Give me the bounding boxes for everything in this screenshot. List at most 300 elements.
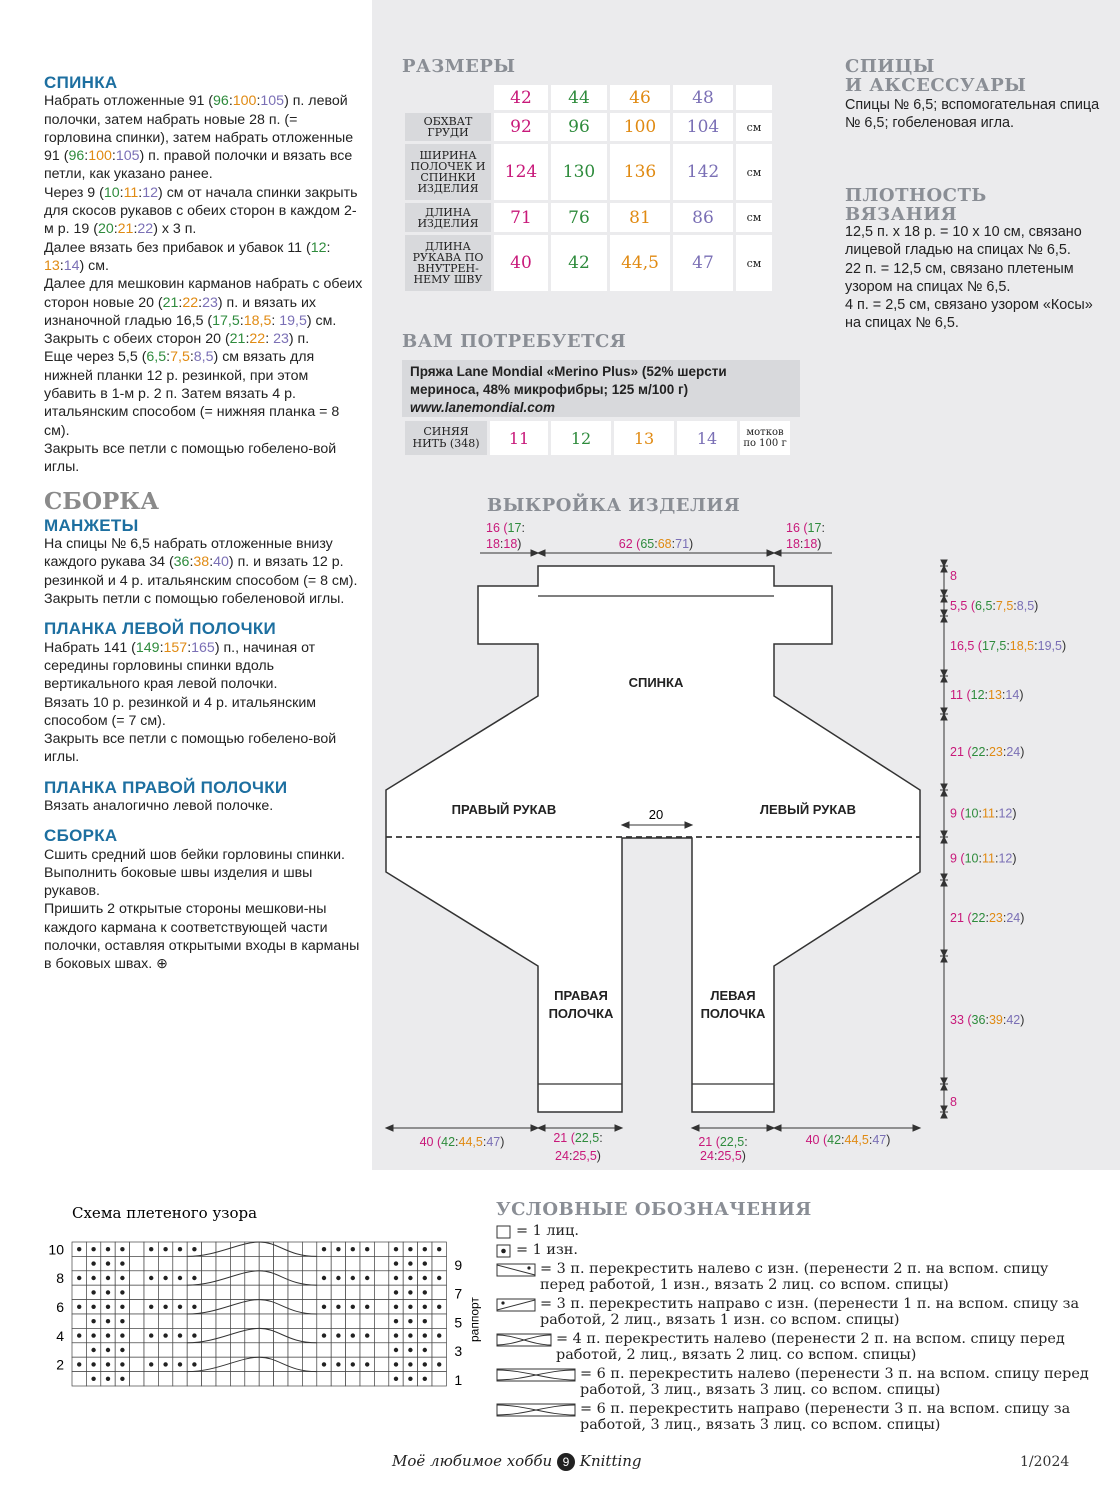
chart-cell [432, 1372, 446, 1386]
chart-cell [130, 1343, 144, 1357]
dimension-label: 24:25,5) [555, 1149, 601, 1163]
row-number: 6 [56, 1299, 64, 1315]
purl-dot [365, 1247, 369, 1251]
left-plank-para-1: Набрать 141 (149:157:165) п., начиная от середины горловины спинки вдоль вертикального края левой полочки. [44, 639, 316, 693]
pattern-title: ВЫКРОЙКА ИЗДЕЛИЯ [487, 495, 741, 516]
purl-dot [91, 1276, 95, 1280]
dimension-label: 9 (10:11:12) [950, 851, 1017, 866]
chart-cell [346, 1314, 360, 1328]
purl-dot [120, 1261, 124, 1265]
chart-cell [259, 1256, 273, 1270]
chart-cell [317, 1314, 331, 1328]
purl-dot [351, 1305, 355, 1309]
back-title: СПИНКА [44, 73, 118, 92]
purl-dot [351, 1362, 355, 1366]
purl-dot [365, 1362, 369, 1366]
purl-dot [437, 1333, 441, 1337]
row-number: 1 [454, 1372, 463, 1388]
purl-dot [77, 1247, 81, 1251]
purl-dot [423, 1319, 427, 1323]
chart-cell [374, 1242, 388, 1256]
instructions-column [44, 74, 364, 974]
purl-dot [77, 1276, 81, 1280]
purl-dot [394, 1333, 398, 1337]
size-46: 46 [610, 85, 670, 110]
purl-dot [77, 1362, 81, 1366]
left-plank-para-2: Вязать 10 р. резинкой и 4 р. итальянским способом (= 7 см). [44, 694, 317, 729]
chart-cell [360, 1372, 374, 1386]
chart-cell [360, 1285, 374, 1299]
dimension-label: 16 (17: [486, 521, 525, 535]
chart-cell [187, 1256, 201, 1270]
row-number: 8 [56, 1270, 64, 1287]
purl-dot [394, 1247, 398, 1251]
legend-text: = 3 п. перекрестить налево с изн. (перенести 2 п. на вспом. спицу перед работой, 1 изн., вязать 2 лиц. со вспом. спицы) [540, 1261, 1049, 1293]
purl-dot [178, 1276, 182, 1280]
unit: см [736, 113, 772, 141]
purl-dot [149, 1305, 153, 1309]
purl-dot [120, 1377, 124, 1381]
chart-cell [374, 1328, 388, 1342]
chart-cell [72, 1256, 86, 1270]
cell: 76 [551, 203, 607, 232]
purl-dot [423, 1290, 427, 1294]
purl-dot [120, 1290, 124, 1294]
rapport-label: раппорт [467, 1297, 482, 1342]
back-para-3: Далее вязать без прибавок и убавок 11 (12: 13:14) см. [44, 239, 331, 274]
chart-cell [302, 1285, 316, 1299]
cell: 124 [494, 144, 548, 200]
purl-dot [120, 1305, 124, 1309]
purl-dot [91, 1333, 95, 1337]
label-right-sleeve: ПРАВЫЙ РУКАВ [451, 802, 557, 817]
purl-dot [149, 1333, 153, 1337]
chart-cell [230, 1285, 244, 1299]
chart-cell [302, 1300, 316, 1314]
purl-dot [120, 1276, 124, 1280]
chart-cell [317, 1285, 331, 1299]
label-right-front-2: ПОЛОЧКА [548, 1006, 614, 1021]
purl-dot [423, 1362, 427, 1366]
purl-dot [77, 1333, 81, 1337]
chart-cell [144, 1256, 158, 1270]
chart-cell [274, 1314, 288, 1328]
purl-dot [423, 1377, 427, 1381]
chart-grid [72, 1242, 446, 1386]
cell: 71 [494, 203, 548, 232]
purl-dot [163, 1305, 167, 1309]
purl-dot [437, 1247, 441, 1251]
chart-cell [230, 1372, 244, 1386]
chart-cell [374, 1343, 388, 1357]
row-number: 4 [56, 1327, 64, 1344]
purl-dot [408, 1377, 412, 1381]
purl-dot [192, 1247, 196, 1251]
cell: 47 [673, 235, 733, 291]
chart-cell [72, 1314, 86, 1328]
chart-cell [288, 1314, 302, 1328]
chart-cell [302, 1372, 316, 1386]
purl-dot [423, 1333, 427, 1337]
chart-cell [374, 1300, 388, 1314]
chart-cell [259, 1372, 273, 1386]
purl-dot [178, 1247, 182, 1251]
chart-cell [202, 1256, 216, 1270]
cell: 14 [677, 421, 737, 455]
legend-text: = 6 п. перекрестить налево (перенести 3 п. на вспом. спицу перед работой, 3 лиц., вязать 3 лиц. со вспом. спицы) [580, 1366, 1089, 1398]
row-label: ДЛИНА РУКАВА ПО ВНУТРЕН-НЕМУ ШВУ [405, 235, 491, 291]
purl-dot [322, 1305, 326, 1309]
chart-cell [274, 1343, 288, 1357]
purl-dot [106, 1333, 110, 1337]
chart-cell [173, 1285, 187, 1299]
purl-dot [336, 1247, 340, 1251]
purl-dot [149, 1362, 153, 1366]
chart-cell [274, 1328, 288, 1342]
cuffs-para-1: На спицы № 6,5 набрать отложенные внизу каждого рукава 34 (36:38:40) п. и вязать 12 р. резинкой и 4 р. итальянским способом (= 8 см). [44, 536, 358, 589]
chart-cell [173, 1372, 187, 1386]
chart-cell [317, 1343, 331, 1357]
chart-cell [187, 1372, 201, 1386]
purl-dot [351, 1333, 355, 1337]
purl-dot [394, 1276, 398, 1280]
chart-cell [72, 1343, 86, 1357]
chart-cell [374, 1285, 388, 1299]
purl-dot [394, 1290, 398, 1294]
chart-cell [130, 1300, 144, 1314]
legend-item-cross4-left [496, 1331, 1096, 1363]
purl-dot [120, 1247, 124, 1251]
chart-cell [302, 1343, 316, 1357]
gap-label: 20 [648, 807, 664, 822]
purl-dot [322, 1276, 326, 1280]
chart-cell [130, 1357, 144, 1371]
purl-dot [91, 1305, 95, 1309]
chart-cell [331, 1285, 345, 1299]
purl-dot [322, 1247, 326, 1251]
purl-dot [91, 1377, 95, 1381]
chart-cell [130, 1271, 144, 1285]
chart-cell [302, 1357, 316, 1371]
chart-cell [230, 1256, 244, 1270]
purl-dot [322, 1333, 326, 1337]
purl-dot [394, 1377, 398, 1381]
chart-cell [216, 1343, 230, 1357]
chart-cell [432, 1314, 446, 1328]
chart-cell [274, 1256, 288, 1270]
size-48: 48 [673, 85, 733, 110]
purl-dot [351, 1276, 355, 1280]
label-left-front-1: ЛЕВАЯ [710, 988, 756, 1003]
footer [392, 1452, 642, 1471]
chart-cell [158, 1314, 172, 1328]
chart-cell [274, 1300, 288, 1314]
chart-cell [173, 1256, 187, 1270]
cell: 86 [673, 203, 733, 232]
chart-cell [259, 1285, 273, 1299]
chart-cell [187, 1285, 201, 1299]
purl-dot [106, 1362, 110, 1366]
chart-cell [346, 1372, 360, 1386]
chart-cell [374, 1357, 388, 1371]
needles-text: Спицы № 6,5; вспомогательная спица № 6,5; гобеленовая игла. [845, 97, 1100, 132]
chart-cell [173, 1343, 187, 1357]
purl-dot [336, 1362, 340, 1366]
purl-dot [423, 1348, 427, 1352]
label-back: СПИНКА [628, 675, 684, 690]
purl-dot [437, 1276, 441, 1280]
chart-cell [72, 1372, 86, 1386]
purl-dot [408, 1290, 412, 1294]
chart-cell [158, 1372, 172, 1386]
legend-item-cross3-left [496, 1261, 1096, 1293]
chart-cell [202, 1285, 216, 1299]
chart-cell [216, 1314, 230, 1328]
purl-dot [91, 1319, 95, 1323]
issue-number: 1/2024 [1020, 1454, 1070, 1470]
chart-cell [173, 1314, 187, 1328]
dimension-label: 21 (22:23:24) [950, 745, 1025, 759]
legend-text: = 6 п. перекрестить направо (перенести 3 п. на вспом. спицу за работой, 3 лиц., вязать 3 лиц. со вспом. спицы) [580, 1401, 1071, 1433]
legend-title: УСЛОВНЫЕ ОБОЗНАЧЕНИЯ [496, 1199, 812, 1220]
need-title: ВАМ ПОТРЕБУЕТСЯ [402, 331, 627, 352]
legend [496, 1200, 1096, 1436]
chart-cell [259, 1314, 273, 1328]
needles-title-1: СПИЦЫ [845, 56, 935, 77]
row-label: ШИРИНА ПОЛОЧЕК И СПИНКИ ИЗДЕЛИЯ [405, 144, 491, 200]
chart-cell [302, 1256, 316, 1270]
cell: 13 [614, 421, 674, 455]
purl-dot [120, 1362, 124, 1366]
row-label: ОБХВАТ ГРУДИ [405, 113, 491, 141]
cell: 100 [610, 113, 670, 141]
yarn-color-label: СИНЯЯ НИТЬ (348) [405, 421, 487, 455]
purl-dot [322, 1362, 326, 1366]
purl-dot [91, 1247, 95, 1251]
dimension-label: 24:25,5) [700, 1149, 746, 1163]
legend-item-knit [496, 1223, 1096, 1239]
cell: 92 [494, 113, 548, 141]
chart-cell [274, 1242, 288, 1256]
purl-dot [192, 1333, 196, 1337]
chart-cell [202, 1314, 216, 1328]
purl-dot [408, 1276, 412, 1280]
chart-cell [230, 1343, 244, 1357]
chart-cell [144, 1343, 158, 1357]
chart-cell [360, 1314, 374, 1328]
chart-cell [230, 1314, 244, 1328]
purl-dot [408, 1319, 412, 1323]
yarn-url: www.lanemondial.com [410, 400, 556, 415]
chart-cell [346, 1343, 360, 1357]
purl-dot [437, 1362, 441, 1366]
purl-dot [91, 1261, 95, 1265]
purl-dot [192, 1305, 196, 1309]
purl-dot [106, 1377, 110, 1381]
cell: 40 [494, 235, 548, 291]
yarn-box [402, 360, 800, 417]
purl-dot [365, 1333, 369, 1337]
cell: 142 [673, 144, 733, 200]
row-number: 3 [454, 1343, 463, 1360]
purl-dot [336, 1276, 340, 1280]
row-label: ДЛИНА ИЗДЕЛИЯ [405, 203, 491, 232]
yarn-desc: Пряжа Lane Mondial «Merino Plus» (52% шерсти мериноса, 48% микрофибры; 125 м/100 г) [410, 364, 727, 397]
chart-cell [374, 1372, 388, 1386]
unit: см [736, 203, 772, 232]
chart-cell [360, 1343, 374, 1357]
chart-cell [302, 1314, 316, 1328]
back-para-4: Далее для мешковин карманов набрать с обеих сторон новые 20 (21:22:23) п. и вязать их изнаночной гладью 16,5 (17,5:18,5: 19,5) см. [44, 276, 363, 329]
chart-cell [72, 1285, 86, 1299]
sizes-title: РАЗМЕРЫ [402, 56, 516, 77]
row-number: 2 [56, 1356, 64, 1373]
purl-dot [408, 1362, 412, 1366]
dimension-label: 8 [950, 1095, 957, 1109]
chart-cell [216, 1256, 230, 1270]
dimension-label: 21 (22,5: [553, 1131, 603, 1145]
chart-cell [245, 1256, 259, 1270]
cell: 130 [551, 144, 607, 200]
purl-dot [351, 1247, 355, 1251]
purl-dot [178, 1362, 182, 1366]
row-number: 9 [454, 1256, 463, 1273]
cell: 136 [610, 144, 670, 200]
chart-cell [302, 1328, 316, 1342]
density-title-1: ПЛОТНОСТЬ [845, 185, 987, 206]
size-42: 42 [494, 85, 548, 110]
chart-cell [130, 1314, 144, 1328]
back-para-7: Закрыть все петли с помощью гобелено-вой иглы. [44, 440, 337, 476]
purl-dot [408, 1305, 412, 1309]
purl-dot [91, 1348, 95, 1352]
back-para-2: Через 9 (10:11:12) см от начала спинки закрыть для скосов рукавов с обеих сторон в каждом 2-м р. 19 (20:21:22) х 3 п. [44, 184, 358, 238]
row-number: 5 [454, 1314, 463, 1331]
purl-dot [106, 1247, 110, 1251]
purl-dot [437, 1305, 441, 1309]
purl-dot [336, 1333, 340, 1337]
page-number: 9 [557, 1453, 575, 1471]
dimension-label: 11 (12:13:14) [950, 688, 1024, 702]
purl-dot [178, 1333, 182, 1337]
chart-cell [374, 1271, 388, 1285]
density-p3: 4 п. = 2,5 см, связано узором «Косы» на спицах № 6,5. [845, 297, 1093, 332]
chart-cell [374, 1256, 388, 1270]
label-left-front-2: ПОЛОЧКА [700, 1006, 766, 1021]
purl-dot [423, 1261, 427, 1265]
legend-text: = 3 п. перекрестить направо с изн. (перенести 1 п. на вспом. спицу за работой, 2 лиц., вязать 1 изн. со вспом. спицы) [540, 1296, 1080, 1328]
purl-dot [106, 1290, 110, 1294]
density-title [845, 186, 987, 224]
chart-cell [288, 1372, 302, 1386]
purl-dot [365, 1276, 369, 1280]
cell: 104 [673, 113, 733, 141]
unit: см [736, 235, 772, 291]
chart-cell [216, 1285, 230, 1299]
purl-dot [163, 1333, 167, 1337]
row-length [405, 203, 772, 232]
braid-chart [40, 1200, 490, 1400]
dimension-label: 8 [950, 569, 957, 583]
chart-cell [360, 1256, 374, 1270]
purl-dot [91, 1290, 95, 1294]
chart-cell [245, 1343, 259, 1357]
chart-cell [245, 1314, 259, 1328]
chart-cell [302, 1271, 316, 1285]
purl-dot [408, 1261, 412, 1265]
purl-dot [394, 1362, 398, 1366]
label-left-sleeve: ЛЕВЫЙ РУКАВ [759, 802, 857, 817]
chart-cell [259, 1343, 273, 1357]
purl-dot [365, 1305, 369, 1309]
purl-dot [120, 1319, 124, 1323]
magazine-name: Моё любимое хобби [392, 1452, 553, 1470]
chart-cell [331, 1256, 345, 1270]
chart-cell [274, 1372, 288, 1386]
left-plank-title: ПЛАНКА ЛЕВОЙ ПОЛОЧКИ [44, 619, 277, 639]
chart-cell [216, 1372, 230, 1386]
chart-cell [130, 1372, 144, 1386]
dimension-label: 21 (22:23:24) [950, 911, 1025, 925]
density-title-2: ВЯЗАНИЯ [845, 204, 958, 225]
cell: 11 [490, 421, 548, 455]
dimension-label: 62 (65:68:71) [618, 537, 694, 551]
chart-cell [331, 1372, 345, 1386]
density-p2: 22 п. = 12,5 см, связано плетеным узором на спицах № 6,5. [845, 260, 1074, 295]
purl-dot [77, 1305, 81, 1309]
chart-cell [130, 1328, 144, 1342]
chart-cell [245, 1285, 259, 1299]
chart-cell [130, 1256, 144, 1270]
pattern-diagram [372, 480, 1120, 1180]
chart-cell [144, 1285, 158, 1299]
chart-cell [130, 1285, 144, 1299]
purl-dot [423, 1276, 427, 1280]
right-plank-para-1: Вязать аналогично левой полочке. [44, 797, 274, 814]
cuffs-para-2: Закрыть петли с помощью гобеленовой иглы. [44, 591, 345, 608]
chart-cell [346, 1285, 360, 1299]
row-width [405, 144, 772, 200]
chart-cell [158, 1285, 172, 1299]
sizes-table [402, 82, 775, 294]
density-text [845, 223, 1105, 333]
purl-dot [408, 1348, 412, 1352]
legend-item-cross3-right [496, 1296, 1096, 1328]
dimension-label: 5,5 (6,5:7,5:8,5) [950, 599, 1039, 613]
chart-cell [202, 1343, 216, 1357]
purl-dot [106, 1319, 110, 1323]
assembly-title: СБОРКА [44, 826, 118, 846]
legend-item-cross6-right [496, 1401, 1096, 1433]
density-p1: 12,5 п. х 18 р. = 10 х 10 см, связано лицевой гладью на спицах № 6,5. [845, 224, 1082, 259]
purl-dot [408, 1333, 412, 1337]
cell: 12 [551, 421, 611, 455]
dimension-label: 16 (17: [786, 521, 825, 535]
chart-cell [374, 1314, 388, 1328]
dimension-label: 40 (42:44,5:47) [419, 1135, 505, 1149]
unit: мотков по 100 г [740, 421, 790, 455]
chart-cell [144, 1314, 158, 1328]
purl-dot [163, 1362, 167, 1366]
needles-title [845, 57, 1026, 95]
chart-cell [187, 1314, 201, 1328]
purl-dot [394, 1261, 398, 1265]
legend-item-purl [496, 1242, 1096, 1258]
garment-outline [386, 566, 920, 1112]
chart-cell [317, 1256, 331, 1270]
assembly-para-1: Сшить средний шов бейки горловины спинки. Выполнить боковые швы изделия и швы рукавов. [44, 846, 345, 900]
chart-cell [130, 1242, 144, 1256]
